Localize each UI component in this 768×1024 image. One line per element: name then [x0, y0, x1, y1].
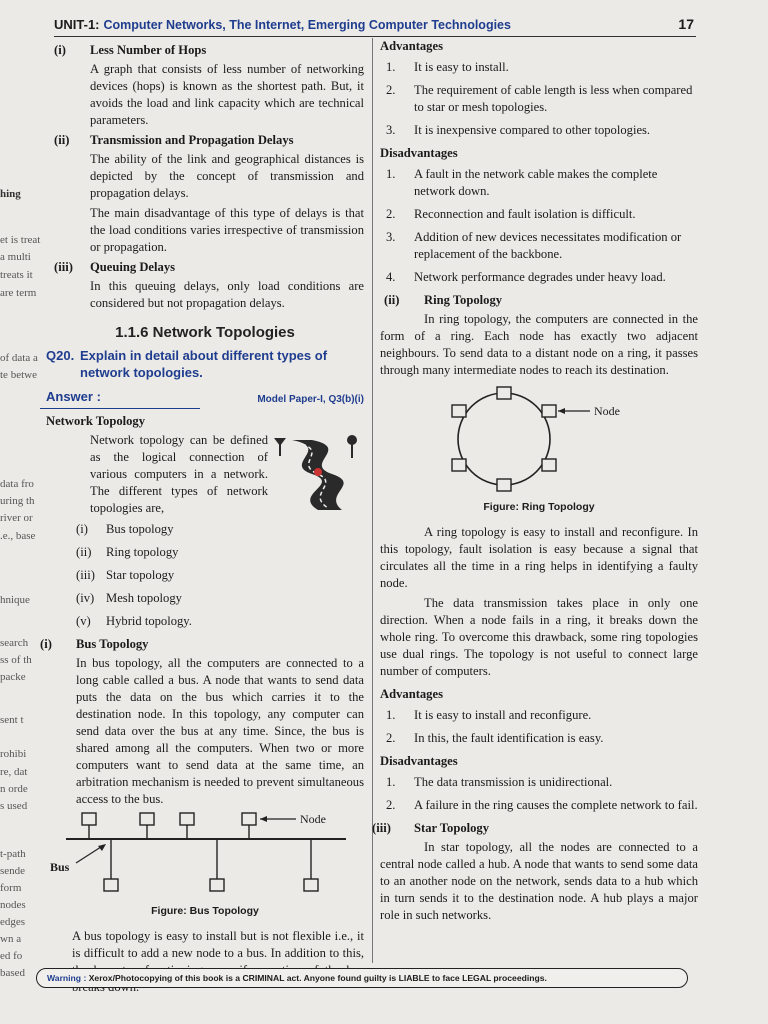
list-item-number: (ii) — [76, 545, 92, 559]
paragraph: A ring topology is easy to install and reconfigure. In this topology, fault isolation is easy because a signal that circulates all the time in a ring helps in identifying a faulty node. — [380, 525, 698, 590]
item-number: (ii) — [54, 133, 70, 147]
bus-topology-diagram — [46, 811, 364, 899]
paragraph: The main disadvantage of this type of delays is that the load conditions varies irrespective of transmission or propagation. — [90, 206, 364, 254]
copyright-warning — [36, 968, 688, 988]
advantages-list — [380, 59, 698, 139]
list-item-number: 1. — [386, 60, 396, 74]
item-heading: Transmission and Propagation Delays — [90, 133, 294, 147]
warning-label: Warning : — [47, 973, 87, 983]
margin-fragment: edges — [0, 916, 26, 928]
item-heading: Less Number of Hops — [90, 43, 207, 57]
left-column — [40, 40, 364, 999]
hops-item — [46, 42, 364, 129]
ring-node — [497, 479, 511, 491]
unit-subtitle: Computer Networks, The Internet, Emerging Computer Technologies — [103, 18, 511, 32]
list-item — [380, 730, 698, 747]
question-text: Explain in detail about different types of network topologies. — [80, 348, 328, 380]
list-item — [46, 521, 364, 538]
queuing-item — [46, 259, 364, 312]
bus-node — [242, 813, 256, 839]
list-item-text: A fault in the network cable makes the complete network down. — [414, 167, 658, 198]
bus-label: Bus — [50, 860, 70, 874]
answer-underline — [40, 408, 200, 409]
margin-fragment: sent t — [0, 714, 24, 726]
list-item-text: The requirement of cable length is less when compared to star or mesh topologies. — [414, 83, 693, 114]
list-item-number: 2. — [386, 798, 396, 812]
margin-fragment: treats it — [0, 269, 33, 281]
margin-fragment: n orde — [0, 783, 28, 795]
margin-fragment: data fro — [0, 478, 34, 490]
margin-fragment: based — [0, 967, 26, 979]
margin-fragment: te betwe — [0, 369, 37, 381]
header-rule — [54, 36, 696, 37]
bus-node — [304, 839, 318, 891]
answer-row — [46, 388, 364, 408]
paragraph: In ring topology, the computers are connected in the form of a ring. Each node has exactly two adjacent neighbours. To send data to a distant node on a ring, it passes through many intermediate nodes to reach its destination. — [380, 312, 698, 377]
ring-topology-item — [380, 292, 698, 309]
margin-fragment: re, dat — [0, 766, 28, 778]
advantages-heading: Advantages — [380, 687, 443, 701]
bus-node — [140, 813, 154, 839]
margin-fragment: ss of th — [0, 654, 32, 666]
page-number: 17 — [678, 16, 694, 32]
disadvantages-list — [380, 166, 698, 286]
margin-fragment: river or — [0, 512, 33, 524]
list-item-text: Ring topology — [106, 545, 179, 559]
list-item-number: 1. — [386, 775, 396, 789]
list-item-text: Addition of new devices necessitates modification or replacement of the backbone. — [414, 230, 682, 261]
item-heading: Star Topology — [414, 821, 490, 835]
star-topology-item — [372, 820, 698, 837]
item-number: (iii) — [54, 260, 73, 274]
ring-topology-diagram — [380, 383, 698, 495]
intro-block — [46, 432, 364, 517]
list-item — [380, 166, 698, 200]
road-illustration-icon — [272, 434, 364, 512]
bus-figure-caption: Figure: Bus Topology — [151, 905, 259, 917]
list-item-number: 2. — [386, 731, 396, 745]
list-item-number: 1. — [386, 167, 396, 181]
list-item — [380, 82, 698, 116]
margin-fragment: uring th — [0, 495, 35, 507]
bus-node — [82, 813, 96, 839]
unit-label: UNIT-1: — [54, 17, 100, 32]
list-item — [380, 206, 698, 223]
page-header — [54, 16, 694, 38]
list-item — [46, 613, 364, 630]
ring-figure-caption: Figure: Ring Topology — [483, 501, 595, 513]
list-item-text: Reconnection and fault isolation is difficult. — [414, 207, 636, 221]
network-topology-heading: Network Topology — [46, 414, 146, 428]
answer-label: Answer : — [46, 389, 101, 404]
item-number: (i) — [54, 43, 66, 57]
list-item-number: (iv) — [76, 591, 95, 605]
item-heading: Queuing Delays — [90, 260, 176, 274]
bus-node — [180, 813, 194, 839]
item-heading: Bus Topology — [76, 637, 149, 651]
list-item — [380, 122, 698, 139]
warning-text: Xerox/Photocopying of this book is a CRIMINAL act. Anyone found guilty is LIABLE to face LEGAL proceedings. — [88, 973, 547, 983]
bus-topology-item — [40, 636, 364, 808]
item-heading: Ring Topology — [424, 293, 503, 307]
margin-fragment: of data a — [0, 352, 38, 364]
list-item — [46, 544, 364, 561]
margin-fragment: s used — [0, 800, 28, 812]
paragraph: A graph that consists of less number of networking devices (hops) is known as the shortest path. But, it avoids the load and link capacity which are technical parameters. — [90, 62, 364, 127]
node-label: Node — [300, 812, 326, 826]
list-item-text: In this, the fault identification is easy. — [414, 731, 604, 745]
model-paper-ref: Model Paper-I, Q3(b)(i) — [257, 394, 364, 405]
margin-fragment: hing — [0, 188, 21, 200]
list-item-text: It is easy to install and reconfigure. — [414, 708, 592, 722]
list-item-text: Mesh topology — [106, 591, 182, 605]
margin-fragment: wn a — [0, 933, 22, 945]
paragraph: The ability of the link and geographical distances is depicted by the concept of transmission and propagation delays. — [90, 152, 364, 200]
bus-node — [210, 839, 224, 891]
ring-line — [458, 393, 550, 485]
disadvantages-heading: Disadvantages — [380, 754, 458, 768]
ring-node — [542, 405, 556, 417]
list-item-text: A failure in the ring causes the complete network to fail. — [414, 798, 698, 812]
node-label: Node — [594, 404, 620, 418]
margin-fragment: packe — [0, 671, 26, 683]
margin-fragment: hnique — [0, 594, 30, 606]
list-item-text: It is easy to install. — [414, 60, 509, 74]
list-item-text: Star topology — [106, 568, 175, 582]
list-item-text: It is inexpensive compared to other topologies. — [414, 123, 651, 137]
margin-fragment: a multi — [0, 251, 31, 263]
margin-fragment: form — [0, 882, 22, 894]
ring-node — [452, 459, 466, 471]
advantages-heading: Advantages — [380, 39, 443, 53]
list-item-number: 3. — [386, 123, 396, 137]
paragraph: In star topology, all the nodes are connected to a central node called a hub. A node that wants to send some data to an another node on the network, sends data to a hub which in turn sends it to the destination node. A hub plays a major role in such networks. — [380, 840, 698, 922]
list-item — [46, 567, 364, 584]
list-item — [380, 59, 698, 76]
list-item-number: 3. — [386, 230, 396, 244]
list-item-number: 4. — [386, 270, 396, 284]
topology-types-list — [46, 521, 364, 630]
list-item-text: Network performance degrades under heavy load. — [414, 270, 666, 284]
section-title: 1.1.6 Network Topologies — [115, 324, 295, 341]
paragraph: The data transmission takes place in only one direction. When a node fails in a ring, it breaks down the whole ring. To overcome this drawback, some ring topologies use dual rings. The topology is not useful to connect large number of computers. — [380, 596, 698, 678]
list-item-number: (i) — [76, 522, 88, 536]
margin-fragment: are term — [0, 287, 37, 299]
list-item-number: 1. — [386, 708, 396, 722]
list-item-text: Bus topology — [106, 522, 174, 536]
item-number: (ii) — [384, 293, 400, 307]
list-item-number: (iii) — [76, 568, 95, 582]
question — [46, 347, 364, 381]
disadvantages-list — [380, 774, 698, 814]
intro-paragraph: Network topology can be defined as the logical connection of various computers in a network. The different types of network topologies are, — [90, 433, 268, 515]
margin-fragment: et is treat — [0, 234, 41, 246]
list-item — [380, 229, 698, 263]
delays-item — [46, 132, 364, 256]
margin-fragment: rohibi — [0, 748, 27, 760]
advantages-list — [380, 707, 698, 747]
paragraph: A bus topology is easy to install but is not flexible i.e., it is difficult to add a new node to a bus. In addition to this, — [72, 929, 364, 960]
margin-fragment: .e., base — [0, 530, 36, 542]
paragraph: In bus topology, all the computers are connected to a long cable called a bus. A node that wants to send data puts the data on the bus which carries it to the destination node. In this topology, any computer can send data over the bus at any time. Since, the bus is shared among all the computers. When two or more computers want to send data at the same time, an arbitration mechanism is needed to prevent simultaneous access to the bus. — [76, 656, 364, 806]
list-item — [380, 269, 698, 286]
margin-fragment: search — [0, 637, 29, 649]
margin-fragment: nodes — [0, 899, 26, 911]
margin-fragment: ed fo — [0, 950, 23, 962]
disadvantages-heading: Disadvantages — [380, 146, 458, 160]
list-item-number: 2. — [386, 207, 396, 221]
item-number: (iii) — [372, 821, 391, 835]
ring-node — [452, 405, 466, 417]
list-item — [380, 797, 698, 814]
ring-node — [497, 387, 511, 399]
list-item-number: 2. — [386, 83, 396, 97]
list-item-text: The data transmission is unidirectional. — [414, 775, 613, 789]
margin-fragment: sende — [0, 865, 26, 877]
list-item-text: Hybrid topology. — [106, 614, 192, 628]
ring-node — [542, 459, 556, 471]
list-item — [46, 590, 364, 607]
question-number: Q20. — [46, 348, 75, 363]
paragraph: In this queuing delays, only load conditions are considered but not propagation delays. — [90, 279, 364, 310]
item-number: (i) — [40, 637, 52, 651]
list-item — [380, 774, 698, 791]
list-item-number: (v) — [76, 614, 91, 628]
bus-node — [104, 839, 118, 891]
right-column — [372, 38, 698, 927]
margin-fragment: t-path — [0, 848, 26, 860]
list-item — [380, 707, 698, 724]
